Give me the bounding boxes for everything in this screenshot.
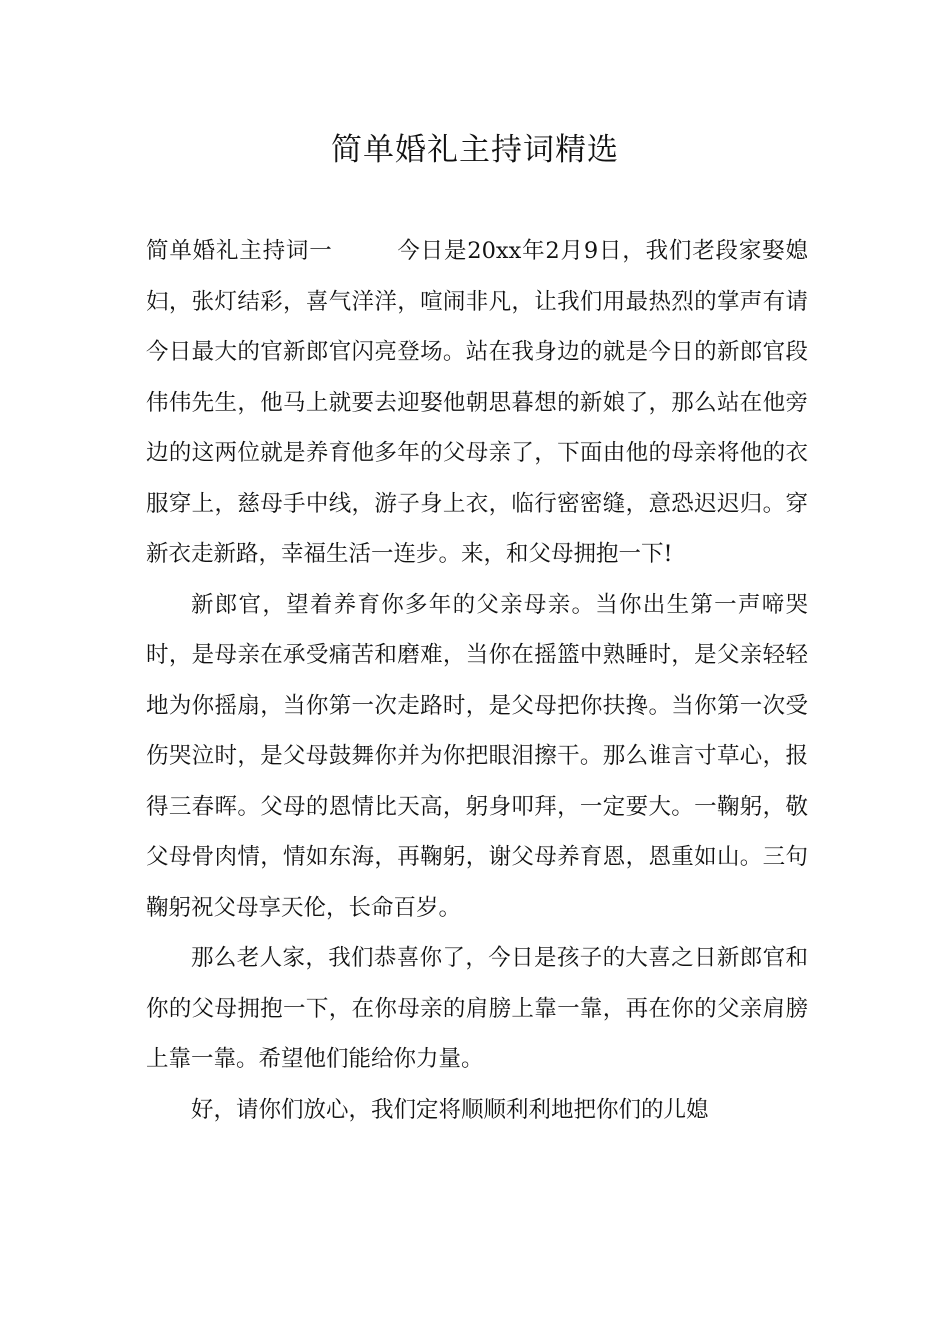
- section-heading: 简单婚礼主持词一: [146, 238, 333, 264]
- document-body: [146, 226, 808, 1135]
- page-title: 简单婚礼主持词精选: [331, 132, 619, 168]
- paragraph-3: 那么老人家，我们恭喜你了，今日是孩子的大喜之日新郎官和你的父母拥抱一下，在你母亲的肩膀上靠一靠，再在你的父亲肩膀上靠一靠。希望他们能给你力量。: [146, 945, 808, 1072]
- paragraph-4: 好，请你们放心，我们定将顺顺利利地把你们的儿媳: [191, 1096, 709, 1123]
- paragraph-1: [146, 226, 808, 580]
- paragraph-2: 新郎官，望着养育你多年的父亲母亲。当你出生第一声啼哭时，是母亲在承受痛苦和磨难，当你在摇篮中熟睡时，是父亲轻轻地为你摇扇，当你第一次走路时，是父母把你扶搀。当你第一次受伤哭泣时，是父母鼓舞你并为你把眼泪擦干。那么谁言寸草心，报得三春晖。父母的恩情比天高，躬身叩拜，一定要大。一鞠躬，敬父母骨肉情，情如东海，再鞠躬，谢父母养育恩，恩重如山。三句鞠躬祝父母享天伦，长命百岁。: [146, 591, 808, 921]
- paragraph-text: 今日是20xx年2月9日，我们老段家娶媳妇，张灯结彩，喜气洋洋，喧闹非凡，让我们用最热烈的掌声有请今日最大的官新郎官闪亮登场。站在我身边的就是今日的新郎官段伟伟先生，他马上就要去迎娶他朝思暮想的新娘了，那么站在他旁边的这两位就是养育他多年的父母亲了，下面由他的母亲将他的衣服穿上，慈母手中线，游子身上衣，临行密密缝，意恐迟迟归。穿新衣走新路，幸福生活一连步。来，和父母拥抱一下!: [146, 238, 808, 567]
